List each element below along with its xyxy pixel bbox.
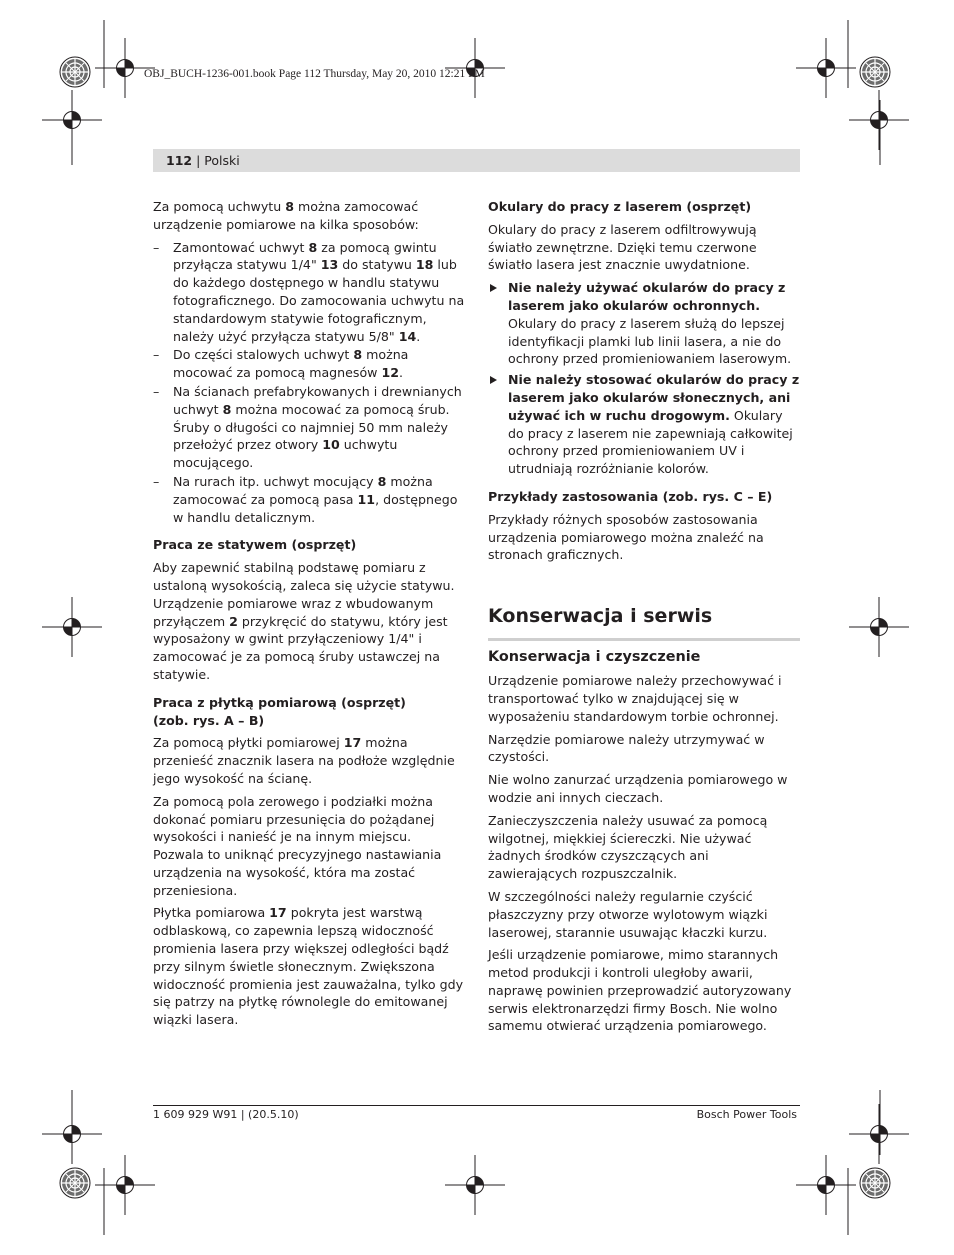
- footer-document-number: 1 609 929 W91 | (20.5.10): [153, 1108, 299, 1121]
- page-number-line: [166, 153, 240, 168]
- plate-paragraph-2: Za pomocą pola zerowego i podziałki można dokonać pomiaru przesunięcia do pożądanej wysokości i nanieść je na innym miejscu. Pozwala to uniknąć precyzyjnego nastawiania urządzenia na wysokość, która ma zostać przeniesiona.: [153, 793, 442, 898]
- right-column: [488, 198, 800, 1040]
- page-number: 112: [166, 153, 193, 168]
- left-column: [153, 198, 465, 1034]
- maintenance-paragraph: W szczególności należy regularnie czyścić płaszczyzny przy otworze wylotowym wiązki laserowej, starannie usuwając kłaczki kurzu.: [488, 888, 768, 940]
- examples-text: Przykłady różnych sposobów zastosowania urządzenia pomiarowego można znaleźć na stronach graficznych.: [488, 511, 764, 563]
- list-item: Nie należy używać okularów do pracy z laserem jako okularów ochronnych. Okulary do pracy z laserem służą do lepszej identyfikacji plamki lub linii lasera, a nie do ochrony przed promieniowaniem laserowym.: [488, 279, 800, 368]
- mounting-options-list: [153, 239, 465, 527]
- arrow-bullet-icon: [490, 376, 497, 384]
- maintenance-paragraph: Zanieczyszczenia należy usuwać za pomocą wilgotnej, miękkiej ściereczki. Nie używać żadnych środków czyszczących ani zawierających rozpuszczalnik.: [488, 812, 768, 882]
- header-separator: |: [192, 153, 205, 168]
- warnings-list: [488, 279, 800, 478]
- print-slug: OBJ_BUCH-1236-001.book Page 112 Thursday, May 20, 2010 12:21 PM: [144, 68, 485, 80]
- plate-paragraph-1: Za pomocą płytki pomiarowej 17 można przenieść znacznik lasera na podłoże względnie jego wysokość na ścianę.: [153, 735, 455, 786]
- plate-heading: Praca z płytką pomiarową (osprzęt) (zob. rys. A – B): [153, 694, 406, 728]
- list-item: – Na rurach itp. uchwyt mocujący 8 można zamocować za pomocą pasa 11, dostępnego w handlu detalicznym.: [153, 473, 465, 526]
- holder-intro: Za pomocą uchwytu 8 można zamocować urządzenie pomiarowe na kilka sposobów:: [153, 199, 419, 232]
- section-title: Konserwacja i serwis: [488, 605, 713, 628]
- footer-rule: [153, 1105, 800, 1106]
- arrow-bullet-icon: [490, 284, 497, 292]
- glasses-heading: Okulary do pracy z laserem (osprzęt): [488, 199, 752, 214]
- examples-heading: Przykłady zastosowania (zob. rys. C – E): [488, 488, 773, 504]
- subsection-title: Konserwacja i czyszczenie: [488, 649, 701, 666]
- footer-brand: Bosch Power Tools: [696, 1108, 797, 1121]
- list-item: – Na ścianach prefabrykowanych i drewnianych uchwyt 8 można mocować za pomocą śrub. Śruby o długości co najmniej 50 mm należy przełożyć przez otwory 10 uchwytu mocującego.: [153, 383, 465, 472]
- plate-paragraph-3: Płytka pomiarowa 17 pokryta jest warstwą odblaskową, co zapewnia lepszą widoczność promienia lasera przy większej odległości bądź przy silnym świetle słonecznym. Zwiększona widoczność promienia jest zauważalna, tylko gdy się patrzy na płytkę równolegle do emitowanej wiązki lasera.: [153, 905, 464, 1028]
- section-rule: [488, 638, 800, 641]
- glasses-text: Okulary do pracy z laserem odfiltrowywują światło zewnętrzne. Dzięki temu czerwone światło lasera jest znacznie uwydatnione.: [488, 221, 757, 273]
- maintenance-paragraph: Urządzenie pomiarowe należy przechowywać i transportować tylko w znajdującej się w wyposażeniu standardowym torbie ochronnej.: [488, 673, 782, 724]
- page-header: [153, 149, 800, 172]
- tripod-heading: Praca ze statywem (osprzęt): [153, 537, 357, 553]
- tripod-text: Aby zapewnić stabilną podstawę pomiaru z ustaloną wysokością, zaleca się użycie statywu. Urządzenie pomiarowe wraz z wbudowanym przyłączem 2 przykręcić do statywu, który jest wyposażony w gwint przyłączeniowy 1/4" i zamocować je za pomocą śruby ustawczej na statywie.: [153, 560, 455, 682]
- maintenance-paragraph: Nie wolno zanurzać urządzenia pomiarowego w wodzie ani innych cieczach.: [488, 772, 788, 805]
- list-item: Nie należy stosować okularów do pracy z laserem jako okularów słonecznych, ani używać ich w ruchu drogowym. Okulary do pracy z laserem nie zapewniają całkowitej ochrony przed promieniowaniem UV i utrudniają rozróżnianie kolorów.: [488, 371, 800, 478]
- maintenance-paragraph: Jeśli urządzenie pomiarowe, mimo starannych metod produkcji i kontroli uległoby awarii, naprawę powinien przeprowadzić autoryzowany serwis elektronarzędzi firmy Bosch. Nie wolno samemu otwierać urządzenia pomiarowego.: [488, 947, 792, 1034]
- page-language: Polski: [204, 153, 240, 168]
- list-item: – Do części stalowych uchwyt 8 można mocować za pomocą magnesów 12.: [153, 346, 465, 382]
- list-item: – Zamontować uchwyt 8 za pomocą gwintu przyłącza statywu 1/4" 13 do statywu 18 lub do każdego dostępnego w handlu statywu fotograficznego. Do zamocowania uchwytu na standardowym statywie fotograficznym, należy użyć przyłącza statywu 5/8" 14.: [153, 239, 465, 346]
- maintenance-paragraph: Narzędzie pomiarowe należy utrzymywać w czystości.: [488, 731, 765, 765]
